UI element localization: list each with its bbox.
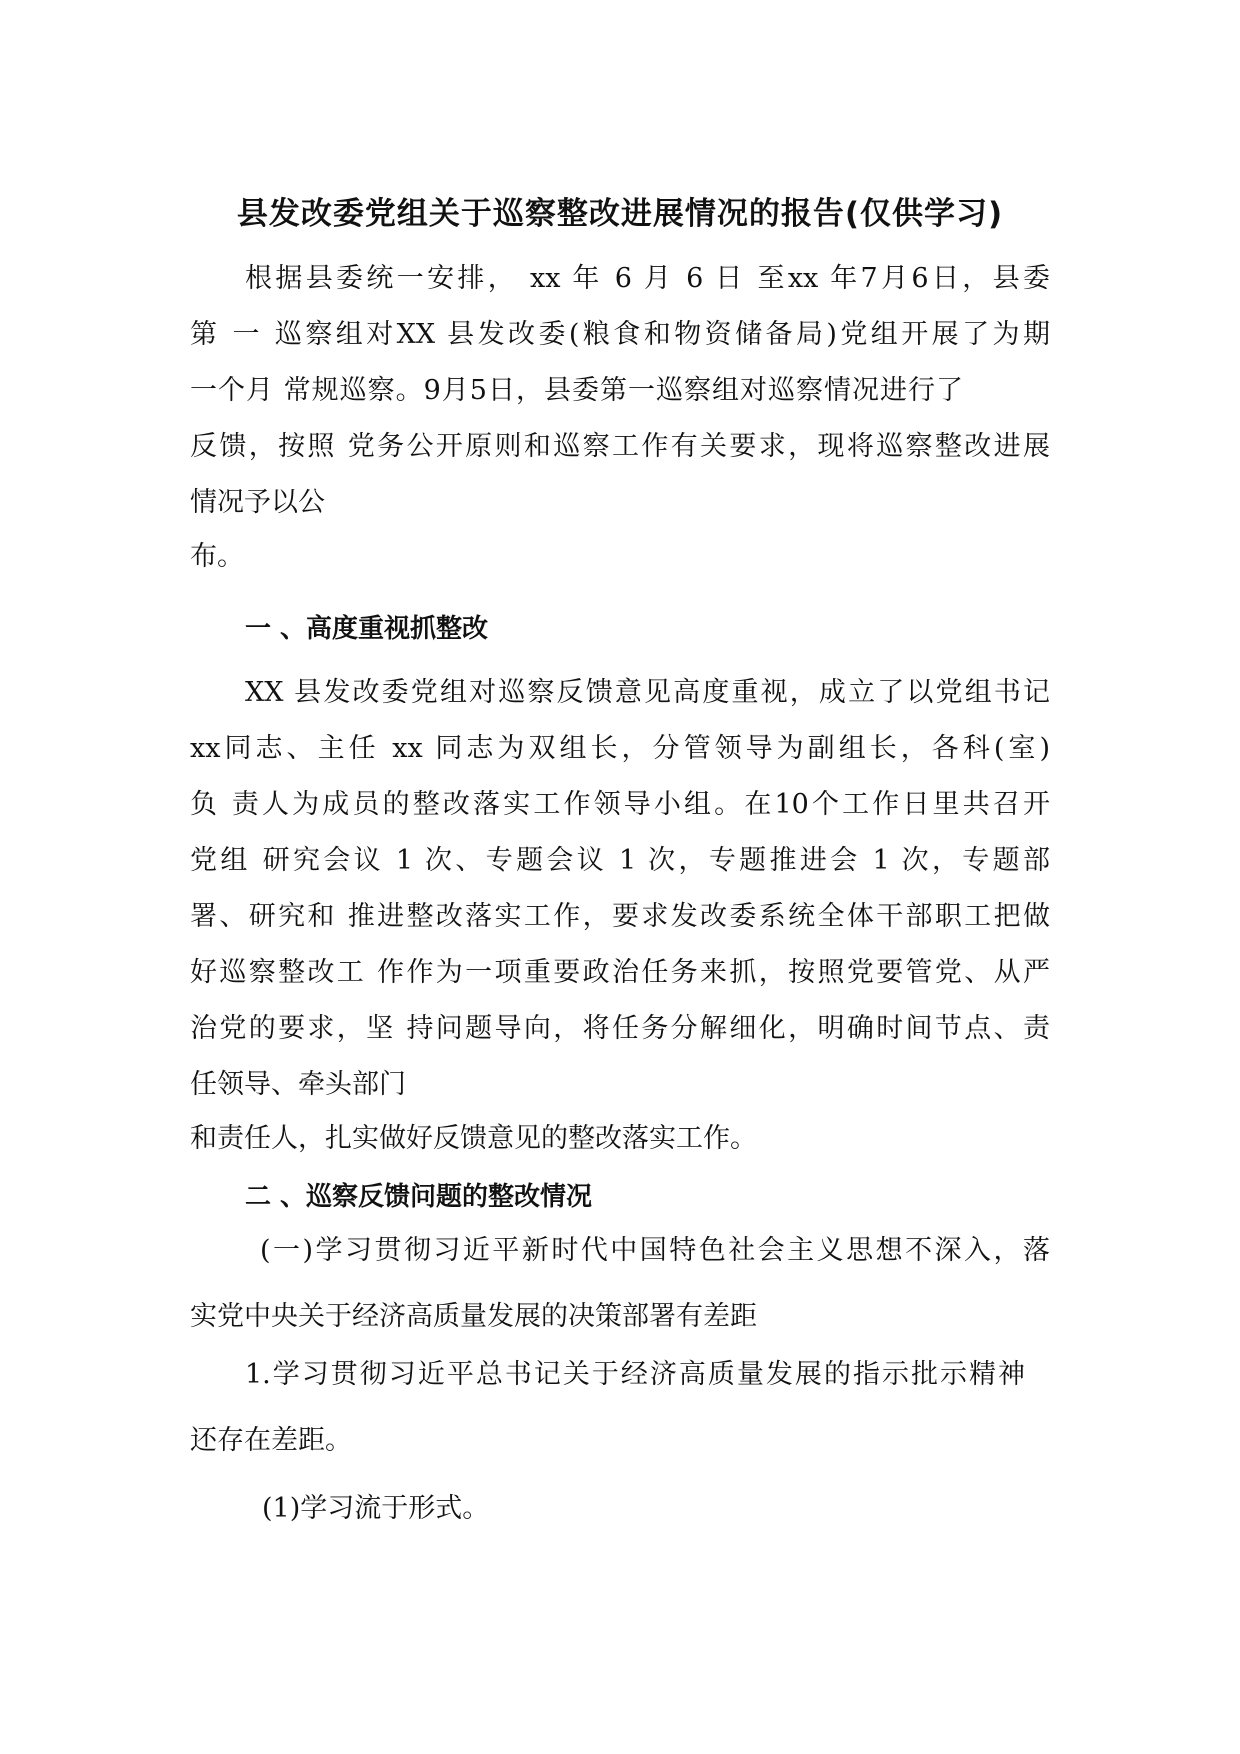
section-1-line-6: 好巡察整改工 作作为一项重要政治任务来抓，按照党要管党、从严	[190, 957, 1050, 988]
section-1-heading: 一 、高度重视抓整改	[245, 614, 489, 644]
section-1-line-1: XX 县发改委党组对巡察反馈意见高度重视，成立了以党组书记	[245, 677, 1050, 708]
intro-line-2: 第 一 巡察组对XX 县发改委(粮食和物资储备局)党组开展了为期	[190, 319, 1050, 350]
section-1-line-3: 负 责人为成员的整改落实工作领导小组。在10个工作日里共召开	[190, 789, 1050, 820]
intro-line-1: 根据县委统一安排， xx 年 6 月 6 日 至xx 年7月6日，县委	[245, 263, 1050, 294]
section-2-heading: 二 、巡察反馈问题的整改情况	[245, 1182, 593, 1212]
section-1-line-4: 党组 研究会议 1 次、专题会议 1 次，专题推进会 1 次，专题部	[190, 845, 1050, 876]
intro-line-4: 反馈，按照 党务公开原则和巡察工作有关要求，现将巡察整改进展	[190, 431, 1050, 462]
intro-line-6: 布。	[190, 541, 244, 572]
section-2-sub-1-line-1: (一)学习贯彻习近平新时代中国特色社会主义思想不深入，落	[260, 1235, 1050, 1266]
section-2-sub-1-line-2: 实党中央关于经济高质量发展的决策部署有差距	[190, 1301, 757, 1332]
section-1-line-5: 署、研究和 推进整改落实工作，要求发改委系统全体干部职工把做	[190, 901, 1050, 932]
section-1-line-2: xx同志、主任 xx 同志为双组长，分管领导为副组长，各科(室)	[190, 733, 1050, 764]
item-1-sub-1: (1)学习流于形式。	[262, 1493, 490, 1524]
section-1-line-9: 和责任人，扎实做好反馈意见的整改落实工作。	[190, 1123, 757, 1154]
section-1-line-7: 治党的要求，坚 持问题导向，将任务分解细化，明确时间节点、责	[190, 1013, 1050, 1044]
document-title: 县发改委党组关于巡察整改进展情况的报告(仅供学习)	[236, 196, 1004, 232]
section-1-line-8: 任领导、牵头部门	[190, 1069, 406, 1100]
intro-line-3: 一个月 常规巡察。9月5日，县委第一巡察组对巡察情况进行了	[190, 375, 964, 406]
item-1-line-1: 1.学习贯彻习近平总书记关于经济高质量发展的指示批示精神	[245, 1359, 1025, 1390]
intro-line-5: 情况予以公	[190, 487, 325, 518]
item-1-line-2: 还存在差距。	[190, 1425, 352, 1456]
